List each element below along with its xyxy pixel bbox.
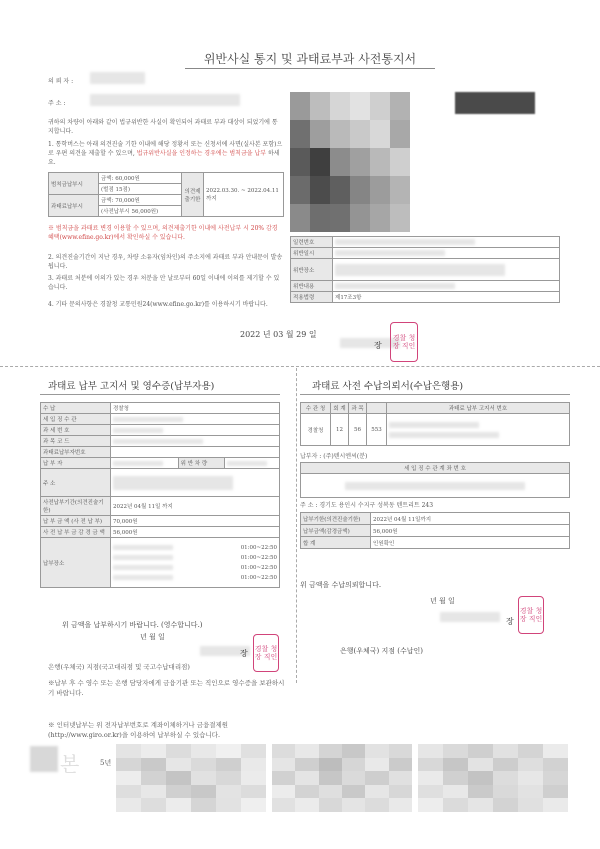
- collector-label: 납부자 : (주)텐시엔씨(분): [300, 453, 368, 460]
- bottom-mosaic-3: [418, 744, 568, 812]
- bank-label: 납부장소: [41, 538, 111, 588]
- right-note: 위 금액을 수납의뢰합니다.: [300, 581, 382, 589]
- item2-text: 2. 의견진술기간이 지난 경우, 차량 소유자(임차인)의 주소지에 과태료 부과 안내문이 발송됩니다.: [48, 254, 283, 270]
- intro-text: 귀하의 차량이 아래와 같이 법규위반한 사실이 확인되어 과태료 부과 대상이 되었기에 통지합니다.: [48, 119, 278, 135]
- recipient-label: 의 뢰 자 :: [48, 78, 74, 85]
- footnote-1: ※납부 후 수 영수 또는 은행 담당자에게 금융기관 또는 직인으로 영수증을 보관하시기 바랍니다.: [48, 679, 285, 697]
- seal-mark-right: 장: [506, 617, 514, 626]
- red-note: ※ 범칙금을 과태료 변경 이용할 수 있으며, 의견제출기한 이내에 사전납부 시 20% 감경 혜택(www.efine.go.kr)에서 확인하실 수 있습니다.: [48, 225, 278, 241]
- right-due-value: 2022년 04월 11일까지: [371, 513, 570, 525]
- item1-prefix: 1. 통학버스는 아래 의견진술 기한 이내에 해당 정황서 또는 신청서에 사면(실사본 포함)으로 우편 의견을 제출할 수 있으며,: [48, 141, 283, 157]
- fine-table: [48, 172, 284, 217]
- photo-plate-crop: [455, 92, 535, 114]
- amount-label: 납 부 금 액 (사 전 납 부): [41, 516, 111, 527]
- left-label-2: 과 세 번 호: [41, 425, 111, 436]
- item4-text: 4. 기타 문의사항은 경찰청 교통민원24(www.efine.go.kr)를 이용하시기 바랍니다.: [48, 301, 268, 308]
- bottom-mosaic-1: [116, 744, 266, 812]
- right-account-table: [300, 462, 570, 498]
- item1-suffix: 하세요.: [48, 150, 280, 166]
- fine-label-1: 범칙금납부시: [49, 173, 99, 195]
- official-seal-left: 경찰 청장 직인: [253, 634, 279, 672]
- official-seal-right: 경찰 청장 직인: [518, 596, 544, 634]
- payer-table: [40, 402, 280, 588]
- right-head-0: 수 관 청: [301, 403, 331, 414]
- address-redacted: [90, 94, 240, 106]
- right-address: 주 소 : 경기도 용인시 수지구 성복동 텐트리트 243: [300, 502, 434, 509]
- bottom-left-label: 본: [60, 752, 80, 776]
- right-box-title: 과태료 사전 수납의뢰서(수납은행용): [312, 381, 464, 392]
- violation-photo: [290, 92, 410, 232]
- left-value-0: 경찰청: [111, 403, 280, 414]
- info-value-place: [333, 259, 560, 281]
- info-label-place: 위반장소: [291, 259, 333, 281]
- item1-red: 법규위반사실을 인정하는 경우에는 범칙금을 납부: [136, 150, 267, 157]
- fine-label-2: 과태료납부시: [49, 195, 99, 217]
- bank-time-3: 01:00~22:50: [240, 574, 277, 581]
- bank-time-1: 01:00~22:50: [240, 554, 277, 561]
- opinion-period: 2022.03.30. ~ 2022.04.11 까지: [204, 173, 284, 217]
- official-seal-top: 경찰 청장 직인: [390, 322, 418, 362]
- payment-ymd: 년 월 일: [140, 633, 165, 641]
- vehicle-label: 위 반 차 량: [178, 458, 224, 469]
- title-underline: [185, 68, 435, 69]
- left-box-underline: [40, 394, 280, 395]
- right-head-3: 과태료 납부 고지서 번호: [387, 403, 570, 414]
- right-head-1: 회 계: [331, 403, 349, 414]
- amount-value: 70,000원: [111, 516, 280, 527]
- fine-detail-1b: (벌점 15점): [99, 184, 182, 195]
- bank-time-0: 01:00~22:50: [240, 544, 277, 551]
- right-info-head: 세 입 징 수 관 계 좌 번 호: [301, 463, 570, 474]
- left-label-0: 수 납: [41, 403, 111, 414]
- info-label-law: 적용법령: [291, 292, 333, 303]
- right-top-table: [300, 402, 570, 446]
- info-value-content: [333, 281, 560, 292]
- seal-mark-top: 장: [374, 341, 382, 350]
- bank-time-2: 01:00~22:50: [240, 564, 277, 571]
- bank-line: 은행(우체국) 지점(국고대리점 및 국고수납대리점): [48, 663, 190, 671]
- info-value-serial: [333, 237, 560, 248]
- payment-note: 위 금액을 납부하시기 바랍니다. (영수합니다.): [62, 621, 203, 629]
- due-label: 사전납부기간(의견진술기한): [41, 497, 111, 516]
- bottom-num: 5년: [100, 759, 112, 767]
- right-sum-value: 인원확인: [371, 537, 570, 549]
- fine-detail-2b: (사전납부시 56,000원): [99, 206, 182, 217]
- page-title: 위반사실 통지 및 과태료부과 사전통지서: [203, 52, 417, 66]
- item3-text: 3. 과태료 처분에 이의가 있는 경우 처분을 안 날로부터 60일 이내에 이의를 제기할 수 있습니다.: [48, 275, 280, 291]
- footnote-2: ※ 인터넷납부는 위 전자납부번호로 계좌이체하거나 금융결제원 (http://www.giro.or.kr)을 이용하여 납부하실 수 있습니다.: [48, 721, 229, 739]
- address-label: 주 소 :: [48, 100, 66, 107]
- issue-date: 2022 년 03 월 29 일: [240, 330, 317, 339]
- right-box-underline: [300, 394, 570, 395]
- payer-label: 납 부 자: [41, 458, 111, 469]
- info-table: [290, 236, 560, 303]
- info-value-datetime: [333, 248, 560, 259]
- right-amount-value: 56,000원: [371, 525, 570, 537]
- left-box-title: 과태료 납부 고지서 및 영수증(납부자용): [48, 381, 215, 392]
- right-cell-3: 553: [367, 414, 387, 446]
- left-label-3: 과 목 코 드: [41, 436, 111, 447]
- tear-line-vertical: [296, 368, 297, 683]
- recipient-redacted: [90, 72, 145, 84]
- right-head-2: 과 목: [349, 403, 367, 414]
- seal-mark-left: 장: [240, 649, 248, 658]
- info-value-law: 제17조3항: [333, 292, 560, 303]
- right-due-label: 납부기한(의견진술기한): [301, 513, 371, 525]
- left-label-4: 과태료납부자번호: [41, 447, 111, 458]
- left-label-1: 세 입 징 수 관: [41, 414, 111, 425]
- right-ymd: 년 월 일: [430, 597, 455, 605]
- opinion-period-label: 의견제출기한: [182, 173, 204, 217]
- right-cell-2: 56: [349, 414, 367, 446]
- info-label-datetime: 위반일시: [291, 248, 333, 259]
- info-label-content: 위반내용: [291, 281, 333, 292]
- address-row-label: 주 소: [41, 469, 111, 497]
- right-bank-redacted: [440, 612, 500, 622]
- item1-text: [48, 140, 283, 167]
- bottom-left-patch: [30, 746, 58, 772]
- tear-line-horizontal: [0, 366, 600, 367]
- right-cell-0: 경찰청: [301, 414, 331, 446]
- right-bank: 은행(우체국) 지점 (수납인): [340, 647, 423, 655]
- fine-detail-1a: 금액: 60,000원: [99, 173, 182, 184]
- right-amount-table: [300, 512, 570, 549]
- prepay-label: 사 전 납 부 금 감 경 금 액: [41, 527, 111, 538]
- info-label-serial: 일련번호: [291, 237, 333, 248]
- bottom-mosaic-2: [272, 744, 412, 812]
- right-sum-label: 합 계: [301, 537, 371, 549]
- right-cell-1: 12: [331, 414, 349, 446]
- prepay-value: 56,000원: [111, 527, 280, 538]
- fine-detail-2a: 금액: 70,000원: [99, 195, 182, 206]
- due-value: 2022년 04월 11일 까지: [111, 497, 280, 516]
- right-amount-label: 납부금액(감경금액): [301, 525, 371, 537]
